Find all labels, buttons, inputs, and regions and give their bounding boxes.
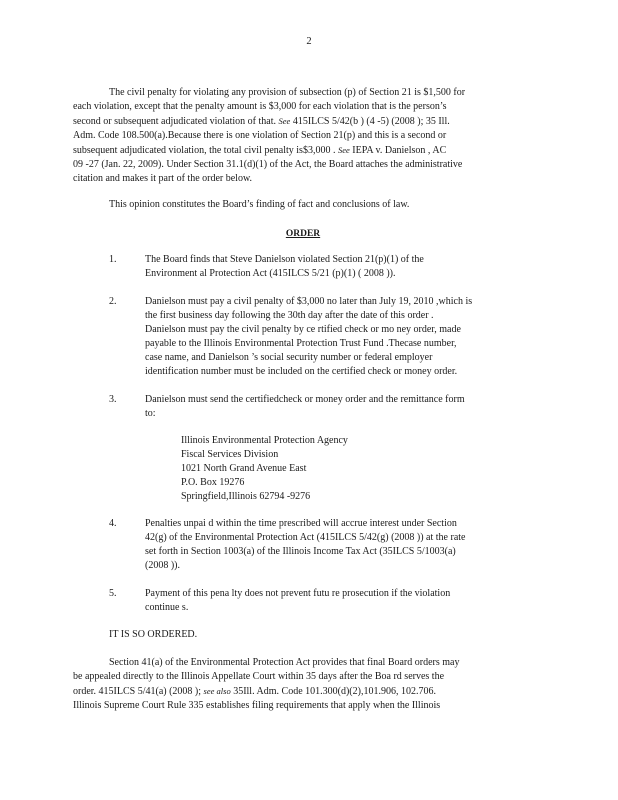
closing-line-4: Illinois Supreme Court Rule 335 establishes filing requirements that apply when the Illinois — [73, 700, 441, 711]
item-line: identification number must be included on the certified check or money order. — [145, 366, 458, 377]
closing-paragraph — [73, 656, 537, 713]
address-line: Springfield,Illinois 62794 -9276 — [181, 491, 311, 502]
item-text — [145, 587, 530, 615]
closing-line-3-citation: 35Ill. Adm. Code 101.300(d)(2),101.906, 102.706. — [233, 686, 436, 697]
closing-line-3 — [73, 684, 537, 699]
intro-line-4: Adm. Code 108.500(a).Because there is one violation of Section 21(p) and this is a second or — [73, 130, 447, 141]
item-text — [145, 295, 530, 379]
intro-line-2: each violation, except that the penalty amount is $3,000 for each violation that is the person’s — [73, 101, 447, 112]
order-heading-text: ORDER — [285, 229, 321, 239]
item-line: payable to the Illinois Environmental Protection Trust Fund .Thecase number, — [145, 338, 457, 349]
page-number: 2 — [306, 36, 312, 47]
intro-line-5-citation: IEPA v. Danielson , AC — [352, 145, 447, 156]
remittance-address — [181, 434, 348, 504]
item-number: 5. — [109, 588, 117, 599]
item-line: to: — [145, 408, 156, 419]
item-line: Payment of this pena lty does not prevent futu re prosecution if the violation — [145, 588, 451, 599]
see-signal: See — [278, 116, 291, 126]
closing-line-3-text: order. 415ILCS 5/41(a) (2008 ); — [73, 686, 202, 697]
item-line: the first business day following the 30th day after the date of this order . — [145, 310, 434, 321]
closing-line-1: Section 41(a) of the Environmental Protection Act provides that final Board orders may — [109, 657, 460, 668]
item-line: Danielson must send the certifiedcheck or money order and the remittance form — [145, 394, 465, 405]
item-number: 2. — [109, 296, 117, 307]
see-signal: See — [337, 145, 350, 155]
item-text — [145, 253, 530, 281]
intro-line-6: 09 -27 (Jan. 22, 2009). Under Section 31.1(d)(1) of the Act, the Board attaches the administrative — [73, 159, 463, 170]
item-line: 42(g) of the Environmental Protection Act (415ILCS 5/42(g) (2008 )) at the rate — [145, 532, 466, 543]
item-line: continue s. — [145, 602, 189, 613]
item-line: Danielson must pay a civil penalty of $3,000 no later than July 19, 2010 ,which is — [145, 296, 473, 307]
order-heading — [0, 229, 618, 239]
item-line: The Board finds that Steve Danielson violated Section 21(p)(1) of the — [145, 254, 424, 265]
address-line: 1021 North Grand Avenue East — [181, 463, 307, 474]
item-text — [145, 393, 530, 421]
see-also-signal: see also — [203, 686, 231, 696]
intro-line-3-text: second or subsequent adjudicated violation of that. — [73, 116, 277, 127]
intro-line-3 — [73, 114, 537, 129]
intro-line-5-text: subsequent adjudicated violation, the total civil penalty is$3,000 . — [73, 145, 336, 156]
address-line: Fiscal Services Division — [181, 449, 279, 460]
closing-line-2: be appealed directly to the Illinois Appellate Court within 35 days after the Boa rd serves the — [73, 671, 445, 682]
item-line: set forth in Section 1003(a) of the Illinois Income Tax Act (35ILCS 5/1003(a) — [145, 546, 456, 557]
address-line: P.O. Box 19276 — [181, 477, 245, 488]
item-text — [145, 517, 530, 573]
intro-line-1: The civil penalty for violating any provision of subsection (p) of Section 21 is $1,500 for — [109, 87, 466, 98]
item-number: 4. — [109, 518, 117, 529]
so-ordered: IT IS SO ORDERED. — [109, 629, 198, 640]
address-line: Illinois Environmental Protection Agency — [181, 435, 348, 446]
item-line: Danielson must pay the civil penalty by ce rtified check or mo ney order, made — [145, 324, 461, 335]
item-line: (2008 )). — [145, 560, 180, 571]
intro-line-3-citation: 415ILCS 5/42(b ) (4 -5) (2008 ); 35 Ill. — [292, 116, 450, 127]
opinion-statement: This opinion constitutes the Board’s finding of fact and conclusions of law. — [109, 199, 410, 210]
item-line: case name, and Danielson ’s social security number or federal employer — [145, 352, 433, 363]
item-line: Environment al Protection Act (415ILCS 5/21 (p)(1) ( 2008 )). — [145, 268, 396, 279]
intro-paragraph — [73, 86, 537, 186]
intro-line-5 — [73, 143, 537, 158]
item-line: Penalties unpai d within the time prescribed will accrue interest under Section — [145, 518, 457, 529]
item-number: 3. — [109, 394, 117, 405]
item-number: 1. — [109, 254, 117, 265]
intro-line-7: citation and makes it part of the order below. — [73, 173, 253, 184]
